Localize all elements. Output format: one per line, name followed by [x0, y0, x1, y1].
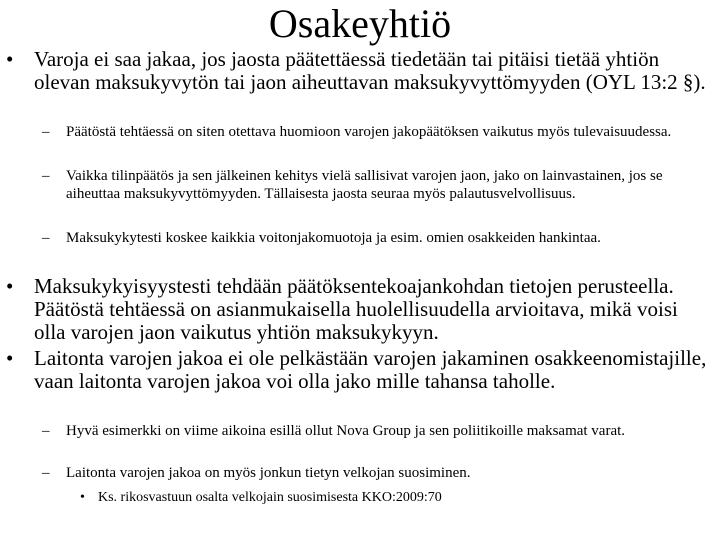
bullet-item [6, 346, 714, 393]
bullet-text: Laitonta varojen jakoa ei ole pelkästään varojen jakaminen osakkeenomistajille, vaan laitonta varojen jakoa voi olla jako mille tahansa taholle. [34, 346, 707, 393]
sub-bullet-item [42, 423, 706, 441]
bullet-item [6, 274, 714, 344]
bullet-marker: • [6, 47, 14, 71]
dash-marker: – [42, 423, 50, 439]
bullet-marker: • [6, 274, 14, 298]
sub-sub-bullet-item [80, 489, 698, 506]
bullet-marker: • [80, 490, 85, 505]
sub-bullet-item [42, 124, 706, 142]
sub-bullet-text: Päätöstä tehtäessä on siten otettava huomioon varojen jakopäätöksen vaikutus myös tulevaisuudessa. [66, 124, 672, 140]
bullet-text: Maksukykyisyystesti tehdään päätöksentekoajankohdan tietojen perusteella. Päätöstä tehtäessä on asianmukaisella huolellisuudella arvioitava, mikä voisi olla varojen jaon vaikutus yhtiön maksukykyyn. [34, 274, 678, 344]
bullet-text: Varoja ei saa jakaa, jos jaosta päätettäessä tiedetään tai pitäisi tietää yhtiön olevan maksukyvytön tai jaon aiheuttavan maksukyvyttömyyden (OYL 13:2 §). [34, 47, 706, 94]
bullet-item [6, 47, 714, 94]
sub-bullet-item [42, 168, 706, 203]
sub-bullet-text: Maksukykytesti koskee kaikkia voitonjakomuotoja ja esim. omien osakkeiden hankintaa. [66, 230, 601, 246]
sub-bullet-item [42, 465, 706, 483]
bullet-marker: • [6, 346, 14, 370]
sub-sub-bullet-text: Ks. rikosvastuun osalta velkojain suosimisesta KKO:2009:70 [98, 490, 442, 505]
sub-bullet-text: Laitonta varojen jakoa on myös jonkun tietyn velkojan suosiminen. [66, 465, 471, 481]
dash-marker: – [42, 465, 50, 481]
sub-bullet-text: Vaikka tilinpäätös ja sen jälkeinen kehitys vielä sallisivat varojen jaon, jako on lainvastainen, jos se aiheuttaa maksukyvyttömyyden. Tällaisesta jaosta seuraa myös palautusvelvollisuus. [66, 168, 663, 202]
slide-title: Osakeyhtiö [268, 1, 452, 46]
dash-marker: – [42, 168, 50, 184]
dash-marker: – [42, 124, 50, 140]
dash-marker: – [42, 230, 50, 246]
sub-bullet-item [42, 230, 706, 248]
sub-bullet-text: Hyvä esimerkki on viime aikoina esillä ollut Nova Group ja sen poliitikoille maksamat varat. [66, 423, 626, 439]
